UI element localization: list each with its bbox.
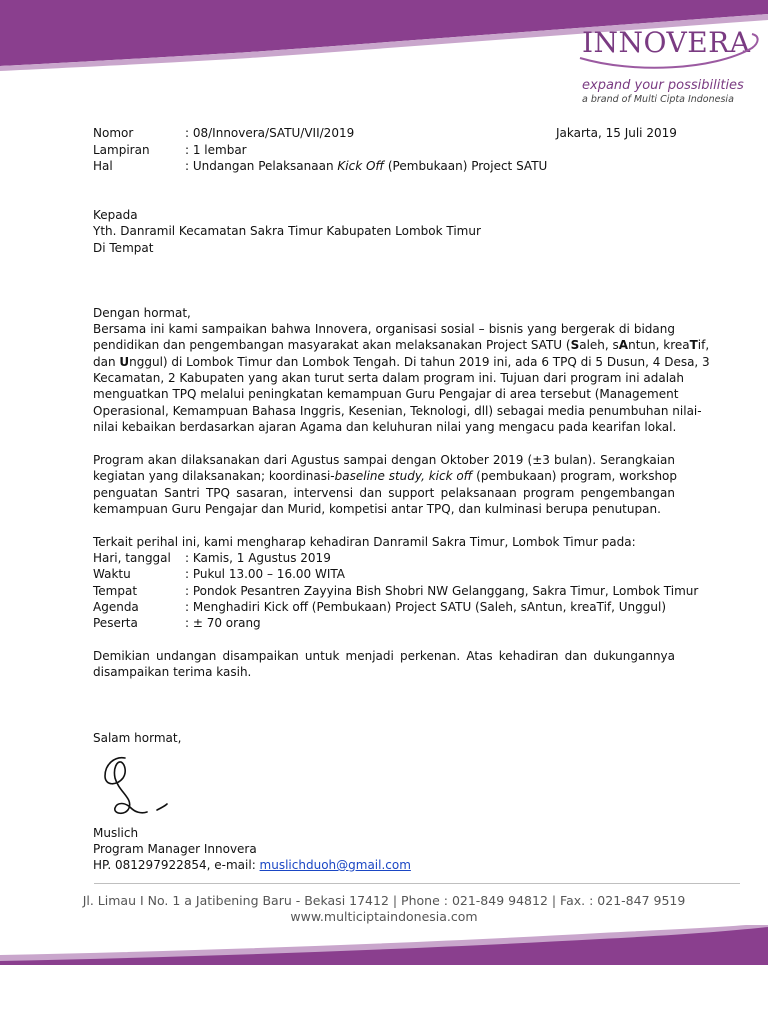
para1-line: dan Unggul) di Lombok Timur dan Lombok Tengah. Di tahun 2019 ini, ada 6 TPQ di 5 Dusun, 4 Desa, 3 bbox=[93, 355, 710, 369]
para1-line: pendidikan dan pengembangan masyarakat akan melaksanakan Project SATU (Saleh, sAntun, kreaTif, bbox=[93, 338, 710, 352]
detail-label-place: Tempat bbox=[93, 584, 138, 598]
para2-line: penguatan Santri TPQ sasaran, intervensi dan support pelaksanaan program pengembangan bbox=[93, 486, 675, 500]
detail-value-participants: : ± 70 orang bbox=[185, 616, 261, 630]
closing-line: disampaikan terima kasih. bbox=[93, 665, 252, 679]
recipient-line-2: Yth. Danramil Kecamatan Sakra Timur Kabupaten Lombok Timur bbox=[93, 224, 481, 238]
detail-value-agenda: : Menghadiri Kick off (Pembukaan) Project SATU (Saleh, sAntun, kreaTif, Unggul) bbox=[185, 600, 667, 614]
hal-value: : Undangan Pelaksanaan Kick Off (Pembukaan) Project SATU bbox=[185, 159, 548, 173]
page-bottom-margin bbox=[0, 965, 768, 1031]
footer-divider bbox=[94, 883, 740, 884]
place-date: Jakarta, 15 Juli 2019 bbox=[556, 126, 677, 140]
greeting: Dengan hormat, bbox=[93, 306, 191, 320]
para2-line: kemampuan Guru Pengajar dan Murid, kompetisi antar TPQ, dan kulminasi berupa penutupan. bbox=[93, 502, 661, 516]
signer-contact: HP. 081297922854, e-mail: muslichduoh@gmail.com bbox=[93, 858, 411, 872]
hal-label: Hal bbox=[93, 159, 113, 173]
signer-name: Muslich bbox=[93, 826, 139, 840]
lampiran-value: : 1 lembar bbox=[185, 143, 247, 157]
sub-brand: a brand of Multi Cipta Indonesia bbox=[582, 94, 734, 105]
nomor-value: : 08/Innovera/SATU/VII/2019 bbox=[185, 126, 355, 140]
para1-line: nilai kebaikan berdasarkan ajaran Agama dan keluhuran nilai yang mengacu pada kearifan lokal. bbox=[93, 420, 677, 434]
recipient-line-1: Kepada bbox=[93, 208, 138, 222]
lampiran-label: Lampiran bbox=[93, 143, 150, 157]
detail-label-date: Hari, tanggal bbox=[93, 551, 171, 565]
para2-line: Program akan dilaksanakan dari Agustus sampai dengan Oktober 2019 (±3 bulan). Serangkaian bbox=[93, 453, 675, 467]
footer-address: Jl. Limau I No. 1 a Jatibening Baru - Bekasi 17412 | Phone : 021-849 94812 | Fax. : 021-847 9519 bbox=[82, 893, 686, 908]
detail-label-agenda: Agenda bbox=[93, 600, 139, 614]
para1-line: Operasional, Kemampuan Bahasa Inggris, Kesenian, Teknologi, dll) sebagai media penumbuhan nilai- bbox=[93, 404, 702, 418]
tagline: expand your possibilities bbox=[582, 78, 744, 93]
signature bbox=[95, 752, 175, 822]
invitation-intro: Terkait perihal ini, kami mengharap kehadiran Danramil Sakra Timur, Lombok Timur pada: bbox=[93, 535, 636, 549]
detail-label-participants: Peserta bbox=[93, 616, 138, 630]
email-link[interactable]: muslichduoh@gmail.com bbox=[259, 858, 411, 872]
detail-value-place: : Pondok Pesantren Zayyina Bish Shobri NW Gelanggang, Sakra Timur, Lombok Timur bbox=[185, 584, 699, 598]
detail-value-time: : Pukul 13.00 – 16.00 WITA bbox=[185, 567, 345, 581]
para1-line: Kecamatan, 2 Kabupaten yang akan turut serta dalam program ini. Tujuan dari program ini adalah bbox=[93, 371, 684, 385]
para1-line: Bersama ini kami sampaikan bahwa Innovera, organisasi sosial – bisnis yang bergerak di bidang bbox=[93, 322, 675, 336]
brand-logo: INNOVERA bbox=[582, 26, 751, 59]
recipient-line-3: Di Tempat bbox=[93, 241, 154, 255]
nomor-label: Nomor bbox=[93, 126, 134, 140]
para1-line: menguatkan TPQ melalui peningkatan kemampuan Guru Pengajar di area tersebut (Management bbox=[93, 387, 679, 401]
signoff: Salam hormat, bbox=[93, 731, 182, 745]
footer-swoosh bbox=[0, 925, 768, 965]
closing-line: Demikian undangan disampaikan untuk menjadi perkenan. Atas kehadiran dan dukungannya bbox=[93, 649, 675, 663]
signer-title: Program Manager Innovera bbox=[93, 842, 257, 856]
detail-label-time: Waktu bbox=[93, 567, 131, 581]
detail-value-date: : Kamis, 1 Agustus 2019 bbox=[185, 551, 331, 565]
para2-line: kegiatan yang dilaksanakan; koordinasi-baseline study, kick off (pembukaan) program, workshop bbox=[93, 469, 678, 483]
footer-website: www.multiciptaindonesia.com bbox=[290, 909, 478, 924]
logo-swoosh-icon bbox=[574, 24, 764, 80]
